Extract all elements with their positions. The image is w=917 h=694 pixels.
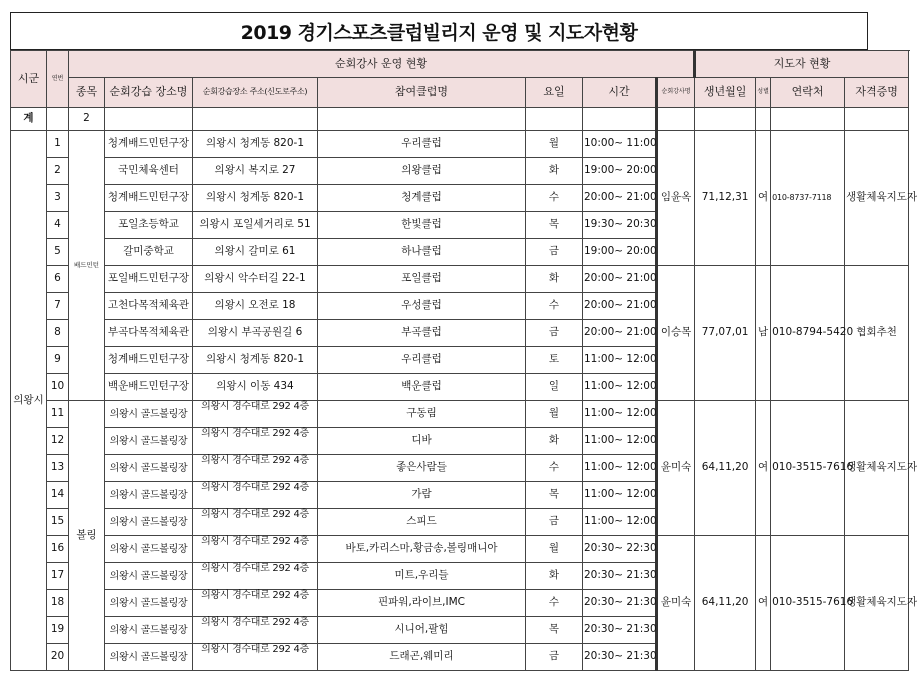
time-cell: 19:00~ 20:00 [583,239,657,266]
venue-cell: 갈미중학교 [105,239,193,266]
instructor-name: 이승목 [657,266,695,401]
row-number: 13 [47,455,69,482]
time-cell: 11:00~ 12:00 [583,347,657,374]
header-sport: 종목 [69,78,105,108]
venue-cell: 포일초등학교 [105,212,193,239]
venue-cell: 청계배드민턴구장 [105,347,193,374]
instructor-cert: 생활체육지도자 [845,131,909,266]
address-cell: 의왕시 경수대로 292 4층 [193,563,318,590]
row-number: 18 [47,590,69,617]
day-cell: 금 [526,239,583,266]
header-time: 시간 [583,78,657,108]
time-cell: 11:00~ 12:00 [583,509,657,536]
sport-bowling: 볼링 [69,401,105,671]
day-cell: 수 [526,185,583,212]
instructor-name: 윤미숙 [657,536,695,671]
row-number: 20 [47,644,69,671]
club-cell: 포일클럽 [318,266,526,293]
address-cell: 의왕시 악수터길 22-1 [193,266,318,293]
venue-cell: 의왕시 골드볼링장 [105,617,193,644]
time-cell: 20:30~ 21:30 [583,617,657,644]
row-number: 9 [47,347,69,374]
table-row [11,536,909,563]
row-number: 16 [47,536,69,563]
instructor-cert: 협회추천 [845,266,909,401]
club-cell: 스피드 [318,509,526,536]
club-cell: 한빛클럽 [318,212,526,239]
venue-cell: 청계배드민턴구장 [105,131,193,158]
time-cell: 11:00~ 12:00 [583,482,657,509]
club-cell: 하나클럽 [318,239,526,266]
instructor-gender: 여 [756,131,771,266]
row-number: 4 [47,212,69,239]
time-cell: 20:00~ 21:00 [583,266,657,293]
club-cell: 우성클럽 [318,293,526,320]
address-cell: 의왕시 경수대로 292 4층 [193,455,318,482]
time-cell: 20:30~ 21:30 [583,590,657,617]
club-cell: 시니어,팔힘 [318,617,526,644]
address-cell: 의왕시 갈미로 61 [193,239,318,266]
day-cell: 수 [526,293,583,320]
club-cell: 백운클럽 [318,374,526,401]
address-cell: 의왕시 경수대로 292 4층 [193,509,318,536]
address-cell: 의왕시 경수대로 292 4층 [193,617,318,644]
header-sigun: 시군 [11,51,47,108]
address-cell: 의왕시 복지로 27 [193,158,318,185]
venue-cell: 의왕시 골드볼링장 [105,482,193,509]
row-number: 5 [47,239,69,266]
club-cell: 부곡클럽 [318,320,526,347]
time-cell: 11:00~ 12:00 [583,455,657,482]
instructor-contact: 010-3515-7616 [771,401,845,536]
header-birth: 생년월일 [695,78,756,108]
venue-cell: 의왕시 골드볼링장 [105,563,193,590]
venue-cell: 백운배드민턴구장 [105,374,193,401]
day-cell: 화 [526,266,583,293]
header-gender: 성별 [756,78,771,108]
club-cell: 우리클럽 [318,347,526,374]
header-instructor: 순회강사명 [657,78,695,108]
club-cell: 구동림 [318,401,526,428]
instructor-gender: 여 [756,536,771,671]
day-cell: 일 [526,374,583,401]
time-cell: 20:30~ 21:30 [583,644,657,671]
venue-cell: 고천다목적체육관 [105,293,193,320]
header-venue: 순회강습 장소명 [105,78,193,108]
address-cell: 의왕시 경수대로 292 4층 [193,482,318,509]
row-number: 7 [47,293,69,320]
instructor-name: 윤미숙 [657,401,695,536]
venue-cell: 의왕시 골드볼링장 [105,428,193,455]
club-cell: 미트,우리들 [318,563,526,590]
day-cell: 월 [526,131,583,158]
instructor-birth: 71,12,31 [695,131,756,266]
club-cell: 핀파워,라이브,IMC [318,590,526,617]
time-cell: 20:00~ 21:00 [583,320,657,347]
instructor-contact: 010-8737-7118 [771,131,845,266]
header-club: 참여클럽명 [318,78,526,108]
venue-cell: 부곡다목적체육관 [105,320,193,347]
instructor-name: 임윤옥 [657,131,695,266]
address-cell: 의왕시 청계동 820-1 [193,347,318,374]
header-row-2 [11,78,909,108]
row-number: 2 [47,158,69,185]
day-cell: 월 [526,536,583,563]
address-cell: 의왕시 오전로 18 [193,293,318,320]
instructor-gender: 남 [756,266,771,401]
row-number: 19 [47,617,69,644]
row-number: 12 [47,428,69,455]
address-cell: 의왕시 이동 434 [193,374,318,401]
total-row [11,108,909,131]
header-row-1 [11,51,909,78]
venue-cell: 의왕시 골드볼링장 [105,644,193,671]
sigun-cell: 의왕시 [11,131,47,671]
day-cell: 화 [526,563,583,590]
day-cell: 월 [526,401,583,428]
time-cell: 20:00~ 21:00 [583,185,657,212]
venue-cell: 의왕시 골드볼링장 [105,455,193,482]
total-value: 2 [69,108,105,131]
time-cell: 19:30~ 20:30 [583,212,657,239]
club-cell: 디바 [318,428,526,455]
time-cell: 20:00~ 21:00 [583,293,657,320]
time-cell: 10:00~ 11:00 [583,131,657,158]
venue-cell: 국민체육센터 [105,158,193,185]
instructor-birth: 77,07,01 [695,266,756,401]
header-contact: 연락처 [771,78,845,108]
table-row [11,131,909,158]
club-cell: 청계클럽 [318,185,526,212]
club-cell: 가람 [318,482,526,509]
club-cell: 우리클럽 [318,131,526,158]
venue-cell: 의왕시 골드볼링장 [105,590,193,617]
header-address: 순회강습장소 주소(신도로주소) [193,78,318,108]
time-cell: 19:00~ 20:00 [583,158,657,185]
table-row [11,266,909,293]
data-table [10,50,917,671]
time-cell: 11:00~ 12:00 [583,401,657,428]
page-title: 2019 경기스포츠클럽빌리지 운영 및 지도자현황 [10,12,868,50]
day-cell: 금 [526,320,583,347]
row-number: 3 [47,185,69,212]
address-cell: 의왕시 경수대로 292 4층 [193,644,318,671]
row-number: 6 [47,266,69,293]
day-cell: 금 [526,644,583,671]
row-number: 10 [47,374,69,401]
instructor-birth: 64,11,20 [695,536,756,671]
header-cert: 자격증명 [845,78,909,108]
time-cell: 20:30~ 22:30 [583,536,657,563]
row-number: 11 [47,401,69,428]
venue-cell: 청계배드민턴구장 [105,185,193,212]
address-cell: 의왕시 청계동 820-1 [193,185,318,212]
instructor-gender: 여 [756,401,771,536]
club-cell: 좋은사람들 [318,455,526,482]
row-number: 1 [47,131,69,158]
venue-cell: 포일배드민턴구장 [105,266,193,293]
day-cell: 토 [526,347,583,374]
sport-badminton: 배드민턴 [69,131,105,401]
row-number: 14 [47,482,69,509]
total-label: 계 [11,108,47,131]
club-cell: 드래곤,웨미리 [318,644,526,671]
row-number: 8 [47,320,69,347]
address-cell: 의왕시 경수대로 292 4층 [193,401,318,428]
day-cell: 수 [526,590,583,617]
instructor-cert: 생활체육지도자 [845,536,909,671]
header-group-leaders: 지도자 현황 [695,51,909,78]
address-cell: 의왕시 부곡공원길 6 [193,320,318,347]
day-cell: 목 [526,212,583,239]
time-cell: 11:00~ 12:00 [583,374,657,401]
row-number: 15 [47,509,69,536]
venue-cell: 의왕시 골드볼링장 [105,401,193,428]
time-cell: 11:00~ 12:00 [583,428,657,455]
club-cell: 의왕클럽 [318,158,526,185]
header-day: 요일 [526,78,583,108]
table-row [11,401,909,428]
time-cell: 20:30~ 21:30 [583,563,657,590]
venue-cell: 의왕시 골드볼링장 [105,509,193,536]
address-cell: 의왕시 경수대로 292 4층 [193,536,318,563]
day-cell: 금 [526,509,583,536]
address-cell: 의왕시 경수대로 292 4층 [193,590,318,617]
header-no: 연번 [47,51,69,108]
row-number: 17 [47,563,69,590]
instructor-contact: 010-3515-7616 [771,536,845,671]
day-cell: 화 [526,158,583,185]
venue-cell: 의왕시 골드볼링장 [105,536,193,563]
address-cell: 의왕시 경수대로 292 4층 [193,428,318,455]
day-cell: 수 [526,455,583,482]
club-cell: 바토,카리스마,황금송,볼링매니아 [318,536,526,563]
day-cell: 목 [526,482,583,509]
address-cell: 의왕시 포일세거리로 51 [193,212,318,239]
instructor-contact: 010-8794-5420 [771,266,845,401]
day-cell: 목 [526,617,583,644]
day-cell: 화 [526,428,583,455]
address-cell: 의왕시 청계동 820-1 [193,131,318,158]
header-group-ops: 순회강사 운영 현황 [69,51,695,78]
instructor-birth: 64,11,20 [695,401,756,536]
instructor-cert: 생활체육지도자 [845,401,909,536]
